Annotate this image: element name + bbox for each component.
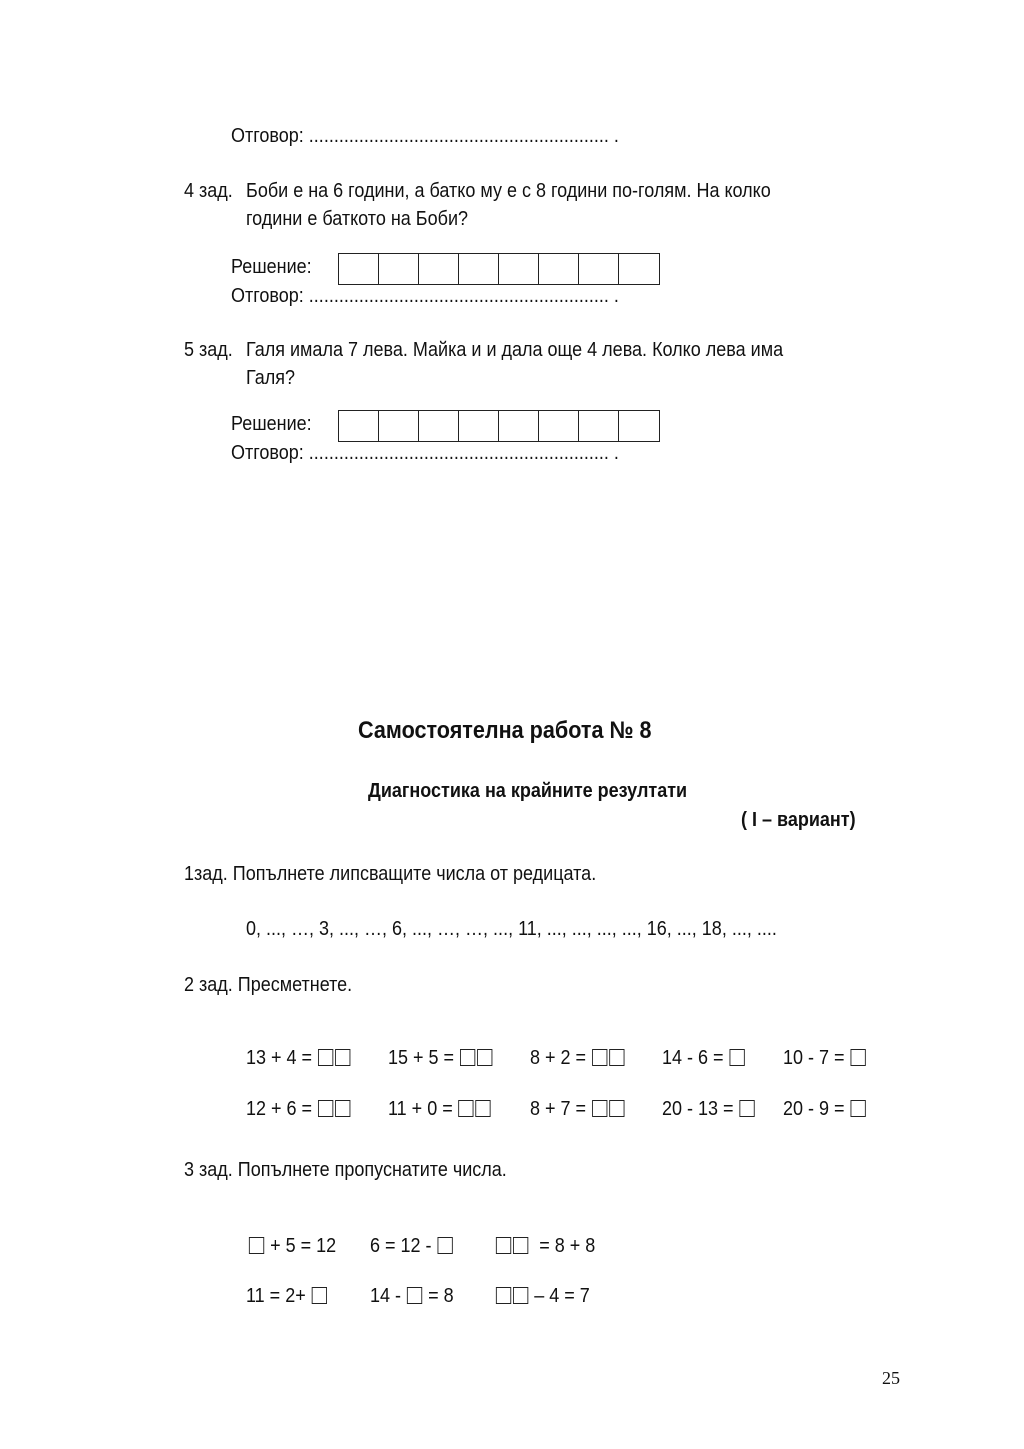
answer-box[interactable] — [513, 1237, 528, 1254]
answer-box[interactable] — [249, 1237, 264, 1254]
answer-box[interactable] — [609, 1049, 624, 1066]
answer-box[interactable] — [460, 1049, 475, 1066]
grid-cell[interactable] — [459, 411, 499, 441]
answer-box[interactable] — [850, 1049, 865, 1066]
grid-cell[interactable] — [379, 411, 419, 441]
expr-text: 14 - — [370, 1285, 402, 1307]
grid-cell[interactable] — [539, 411, 579, 441]
variant-label: ( I – вариант) — [741, 809, 856, 831]
answer-box[interactable] — [739, 1100, 754, 1117]
expr-text: – 4 = 7 — [534, 1285, 590, 1307]
z2-row2-expr3 — [530, 1099, 625, 1119]
z2-row1-expr1 — [246, 1048, 351, 1068]
z3-row2-expr2 — [370, 1286, 454, 1306]
answer-box[interactable] — [318, 1049, 333, 1066]
expr-text: 10 - 7 = — [783, 1047, 845, 1069]
expr-text: 11 + 0 = — [388, 1098, 453, 1120]
expr-text: + 5 = 12 — [270, 1235, 337, 1257]
answer-box[interactable] — [850, 1100, 865, 1117]
answer-line-task3: Отговор: ............................................................ . — [231, 125, 619, 147]
grid-cell[interactable] — [339, 254, 379, 284]
task5-text-line2: Галя? — [246, 367, 296, 389]
task4-solution-label: Решение: — [231, 256, 312, 278]
answer-box[interactable] — [609, 1100, 624, 1117]
answer-box[interactable] — [592, 1049, 607, 1066]
task4-solution-grid[interactable] — [338, 253, 660, 285]
answer-box[interactable] — [496, 1287, 511, 1304]
expr-text: 13 + 4 = — [246, 1047, 313, 1069]
answer-box[interactable] — [513, 1287, 528, 1304]
z2-row2-expr2 — [388, 1099, 492, 1119]
expr-text: = 8 — [428, 1285, 454, 1307]
task5-solution-grid[interactable] — [338, 410, 660, 442]
answer-box[interactable] — [335, 1049, 350, 1066]
grid-cell[interactable] — [619, 254, 659, 284]
expr-text: 14 - 6 = — [662, 1047, 724, 1069]
answer-box[interactable] — [437, 1237, 452, 1254]
grid-cell[interactable] — [499, 411, 539, 441]
task5-text-line1: Галя имала 7 лева. Майка и и дала още 4 лева. Колко лева има — [246, 339, 784, 361]
answer-box[interactable] — [335, 1100, 350, 1117]
grid-cell[interactable] — [539, 254, 579, 284]
z2-row2-expr4 — [662, 1099, 756, 1119]
z3-row1-expr1 — [248, 1236, 336, 1256]
expr-text: 12 + 6 = — [246, 1098, 313, 1120]
grid-cell[interactable] — [499, 254, 539, 284]
grid-cell[interactable] — [459, 254, 499, 284]
answer-box[interactable] — [318, 1100, 333, 1117]
z2-row1-expr3 — [530, 1048, 625, 1068]
grid-cell[interactable] — [419, 411, 459, 441]
task4-answer-line: Отговор: ............................................................ . — [231, 285, 619, 307]
answer-box[interactable] — [729, 1049, 744, 1066]
answer-box[interactable] — [476, 1100, 491, 1117]
z3-row2-expr1 — [246, 1286, 328, 1306]
z2-row1-expr2 — [388, 1048, 493, 1068]
grid-cell[interactable] — [579, 254, 619, 284]
z2-text: 2 зад. Пресметнете. — [184, 974, 353, 996]
answer-box[interactable] — [407, 1287, 422, 1304]
expr-text: 8 + 2 = — [530, 1047, 587, 1069]
z3-row1-expr2 — [370, 1236, 454, 1256]
task5-solution-label: Решение: — [231, 413, 312, 435]
expr-text: 15 + 5 = — [388, 1047, 455, 1069]
expr-text: 20 - 9 = — [783, 1098, 845, 1120]
z3-row2-expr3 — [495, 1286, 590, 1306]
z2-row2-expr1 — [246, 1099, 351, 1119]
task4-text-line2: години е баткото на Боби? — [246, 208, 469, 230]
answer-box[interactable] — [477, 1049, 492, 1066]
expr-text: 11 = 2+ — [246, 1285, 306, 1307]
z1-text: 1зад. Попълнете липсващите числа от редицата. — [184, 863, 597, 885]
grid-cell[interactable] — [579, 411, 619, 441]
z2-row2-expr5 — [783, 1099, 867, 1119]
task5-answer-line: Отговор: ............................................................ . — [231, 442, 619, 464]
expr-text: 20 - 13 = — [662, 1098, 734, 1120]
answer-box[interactable] — [312, 1287, 327, 1304]
section-subtitle: Диагностика на крайните резултати — [368, 780, 688, 802]
expr-text: 6 = 12 - — [370, 1235, 432, 1257]
task5-label: 5 зад. — [184, 339, 233, 361]
z1-sequence: 0, ..., …, 3, ..., …, 6, ..., …, …, ..., 11, ..., ..., ..., ..., 16, ..., 18, ..., .... — [246, 918, 777, 940]
grid-cell[interactable] — [619, 411, 659, 441]
answer-box[interactable] — [459, 1100, 474, 1117]
page-number: 25 — [882, 1368, 900, 1388]
section-title: Самостоятелна работа № 8 — [358, 717, 652, 744]
task4-label: 4 зад. — [184, 180, 233, 202]
grid-cell[interactable] — [379, 254, 419, 284]
expr-text: 8 + 7 = — [530, 1098, 587, 1120]
z2-row1-expr5 — [783, 1048, 867, 1068]
grid-cell[interactable] — [339, 411, 379, 441]
z3-row1-expr3 — [495, 1236, 595, 1256]
answer-box[interactable] — [592, 1100, 607, 1117]
grid-cell[interactable] — [419, 254, 459, 284]
z2-row1-expr4 — [662, 1048, 746, 1068]
expr-text: = 8 + 8 — [539, 1235, 596, 1257]
answer-box[interactable] — [496, 1237, 511, 1254]
task4-text-line1: Боби е на 6 години, а батко му е с 8 години по-голям. На колко — [246, 180, 771, 202]
z3-text: 3 зад. Попълнете пропуснатите числа. — [184, 1159, 507, 1181]
